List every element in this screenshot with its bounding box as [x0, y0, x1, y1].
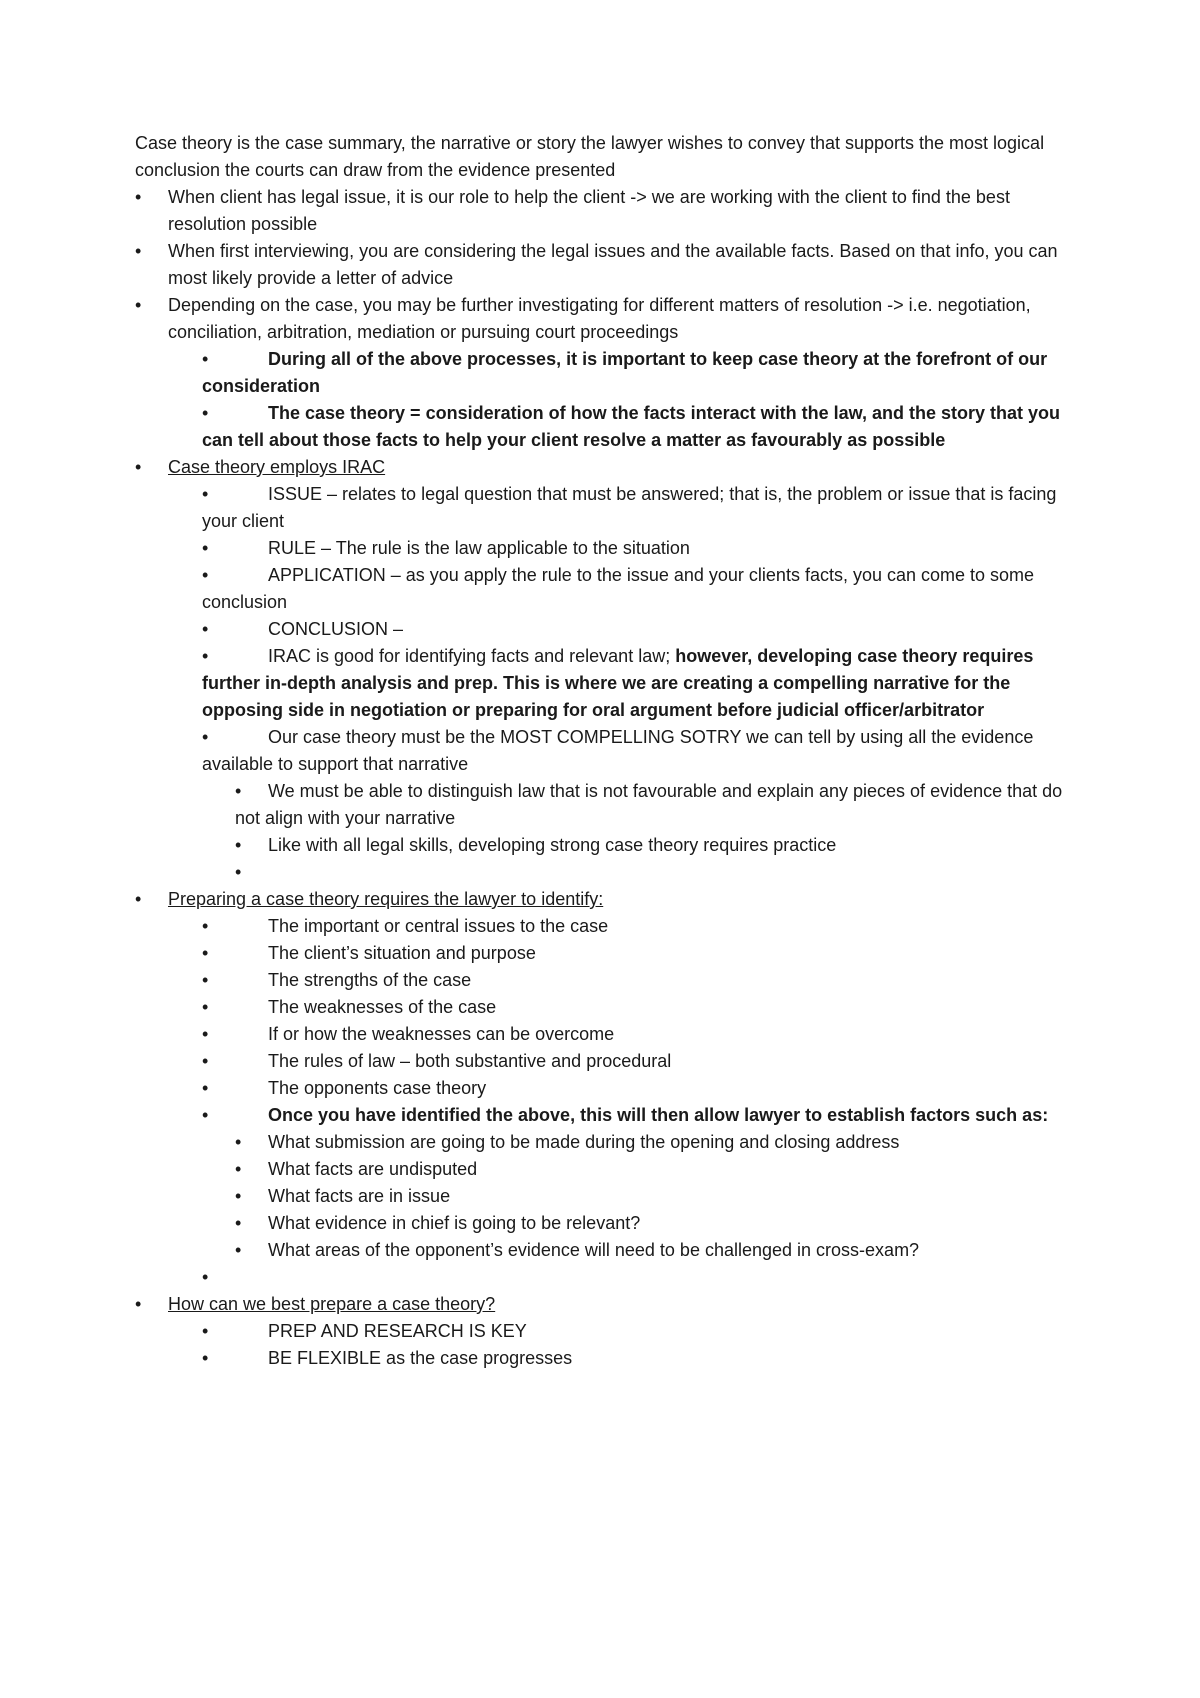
bullet-text: What submission are going to be made during the opening and closing address — [268, 1132, 900, 1152]
bullet-item — [0, 1318, 1070, 1345]
bullet-item — [0, 292, 1070, 346]
bullet-icon: • — [235, 781, 242, 801]
bullet-text: What evidence in chief is going to be relevant? — [268, 1213, 641, 1233]
bullet-text: Like with all legal skills, developing strong case theory requires practice — [268, 835, 837, 855]
bullet-text: The rules of law – both substantive and procedural — [268, 1051, 672, 1071]
bullet-item — [0, 832, 1070, 859]
bullet-item — [0, 1345, 1070, 1372]
bullet-item — [0, 994, 1070, 1021]
bullet-text: We must be able to distinguish law that is not favourable and explain any pieces of evidence that do not align with your narrative — [235, 781, 1063, 828]
bullet-icon: • — [202, 565, 209, 585]
bullet-icon: • — [235, 1132, 242, 1152]
bullet-item — [0, 535, 1070, 562]
bullet-icon: • — [202, 1267, 209, 1287]
bullet-item — [0, 562, 1070, 616]
bullet-text: The case theory = consideration of how the facts interact with the law, and the story that you can tell about those facts to help your client resolve a matter as favourably as possible — [202, 403, 1060, 450]
bullet-icon: • — [135, 1294, 142, 1314]
bullet-text: When first interviewing, you are considering the legal issues and the available facts. Based on that info, you can most likely provide a letter of advice — [168, 241, 1058, 288]
bullet-icon: • — [202, 646, 209, 666]
bullet-item — [0, 643, 1070, 724]
bullet-list — [0, 184, 1200, 1372]
bullet-icon: • — [202, 349, 209, 369]
bullet-icon: • — [135, 889, 142, 909]
bullet-icon: • — [235, 1240, 242, 1260]
bullet-icon: • — [135, 187, 142, 207]
bullet-icon: • — [235, 1213, 242, 1233]
bullet-text: Our case theory must be the MOST COMPELLING SOTRY we can tell by using all the evidence available to support that narrative — [202, 727, 1034, 774]
intro-paragraph: Case theory is the case summary, the narrative or story the lawyer wishes to convey that supports the most logical conclusion the courts can draw from the evidence presented — [135, 133, 1045, 180]
bullet-icon: • — [202, 916, 209, 936]
bullet-icon: • — [202, 970, 209, 990]
bullet-icon: • — [235, 862, 242, 882]
bullet-item — [0, 886, 1070, 913]
bullet-item — [0, 859, 1070, 886]
bullet-text: The client’s situation and purpose — [268, 943, 536, 963]
bullet-text: The opponents case theory — [268, 1078, 487, 1098]
bullet-item — [0, 1237, 1070, 1264]
bullet-icon: • — [202, 403, 209, 423]
bullet-text: CONCLUSION – — [268, 619, 404, 639]
bullet-item — [0, 1048, 1070, 1075]
bullet-icon: • — [202, 727, 209, 747]
bullet-text: RULE – The rule is the law applicable to the situation — [268, 538, 690, 558]
bullet-item — [0, 481, 1070, 535]
bullet-text: ISSUE – relates to legal question that must be answered; that is, the problem or issue that is facing your client — [202, 484, 1057, 531]
bullet-icon: • — [202, 1348, 209, 1368]
bullet-text: During all of the above processes, it is important to keep case theory at the forefront of our consideration — [202, 349, 1048, 396]
bullet-icon: • — [202, 997, 209, 1017]
bullet-text: When client has legal issue, it is our role to help the client -> we are working with the client to find the best resolution possible — [168, 187, 1010, 234]
bullet-item — [0, 940, 1070, 967]
bullet-text: Case theory employs IRAC — [168, 457, 386, 477]
bullet-item — [0, 1021, 1070, 1048]
bullet-icon: • — [235, 835, 242, 855]
bullet-text: The strengths of the case — [268, 970, 472, 990]
bullet-text: What areas of the opponent’s evidence will need to be challenged in cross-exam? — [268, 1240, 920, 1260]
bullet-item — [0, 238, 1070, 292]
bullet-icon: • — [202, 943, 209, 963]
bullet-text: Depending on the case, you may be further investigating for different matters of resolution -> i.e. negotiation, conciliation, arbitration, mediation or pursuing court proceedings — [168, 295, 1031, 342]
bullet-text: How can we best prepare a case theory? — [168, 1294, 496, 1314]
bullet-item — [0, 400, 1070, 454]
bullet-text: If or how the weaknesses can be overcome — [268, 1024, 615, 1044]
bullet-item — [0, 1210, 1070, 1237]
bullet-text: PREP AND RESEARCH IS KEY — [268, 1321, 527, 1341]
bullet-icon: • — [235, 1159, 242, 1179]
bullet-item — [0, 616, 1070, 643]
bullet-icon: • — [202, 1105, 209, 1125]
bullet-item — [0, 1156, 1070, 1183]
bullet-text: What facts are in issue — [268, 1186, 451, 1206]
bullet-text: APPLICATION – as you apply the rule to the issue and your clients facts, you can come to some conclusion — [202, 565, 1035, 612]
bullet-item — [0, 1183, 1070, 1210]
bullet-text: Preparing a case theory requires the lawyer to identify: — [168, 889, 604, 909]
bullet-item — [0, 1264, 1070, 1291]
bullet-text: IRAC is good for identifying facts and relevant law; however, developing case theory requires further in-depth analysis and prep. This is where we are creating a compelling narrative for the opposing side in negotiation or preparing for oral argument before judicial officer/arbitrator — [202, 646, 1034, 720]
bullet-icon: • — [202, 619, 209, 639]
bullet-text: Once you have identified the above, this will then allow lawyer to establish factors such as: — [268, 1105, 1049, 1125]
bullet-icon: • — [202, 1078, 209, 1098]
bullet-icon: • — [202, 1024, 209, 1044]
bullet-item — [0, 967, 1070, 994]
bullet-item — [0, 913, 1070, 940]
bullet-icon: • — [202, 538, 209, 558]
bullet-icon: • — [135, 295, 142, 315]
bullet-text: The weaknesses of the case — [268, 997, 497, 1017]
bullet-text: What facts are undisputed — [268, 1159, 478, 1179]
bullet-icon: • — [202, 1051, 209, 1071]
bullet-item — [0, 454, 1070, 481]
bullet-icon: • — [135, 457, 142, 477]
bullet-text: BE FLEXIBLE as the case progresses — [268, 1348, 573, 1368]
bullet-item — [0, 346, 1070, 400]
bullet-item — [0, 1102, 1070, 1129]
bullet-item — [0, 1129, 1070, 1156]
bullet-icon: • — [235, 1186, 242, 1206]
bullet-item — [0, 184, 1070, 238]
bullet-icon: • — [202, 484, 209, 504]
bullet-icon: • — [135, 241, 142, 261]
bullet-text: The important or central issues to the case — [268, 916, 609, 936]
bullet-item — [0, 1291, 1070, 1318]
bullet-item — [0, 1075, 1070, 1102]
bullet-icon: • — [202, 1321, 209, 1341]
bullet-item — [0, 778, 1070, 832]
bullet-item — [0, 724, 1070, 778]
